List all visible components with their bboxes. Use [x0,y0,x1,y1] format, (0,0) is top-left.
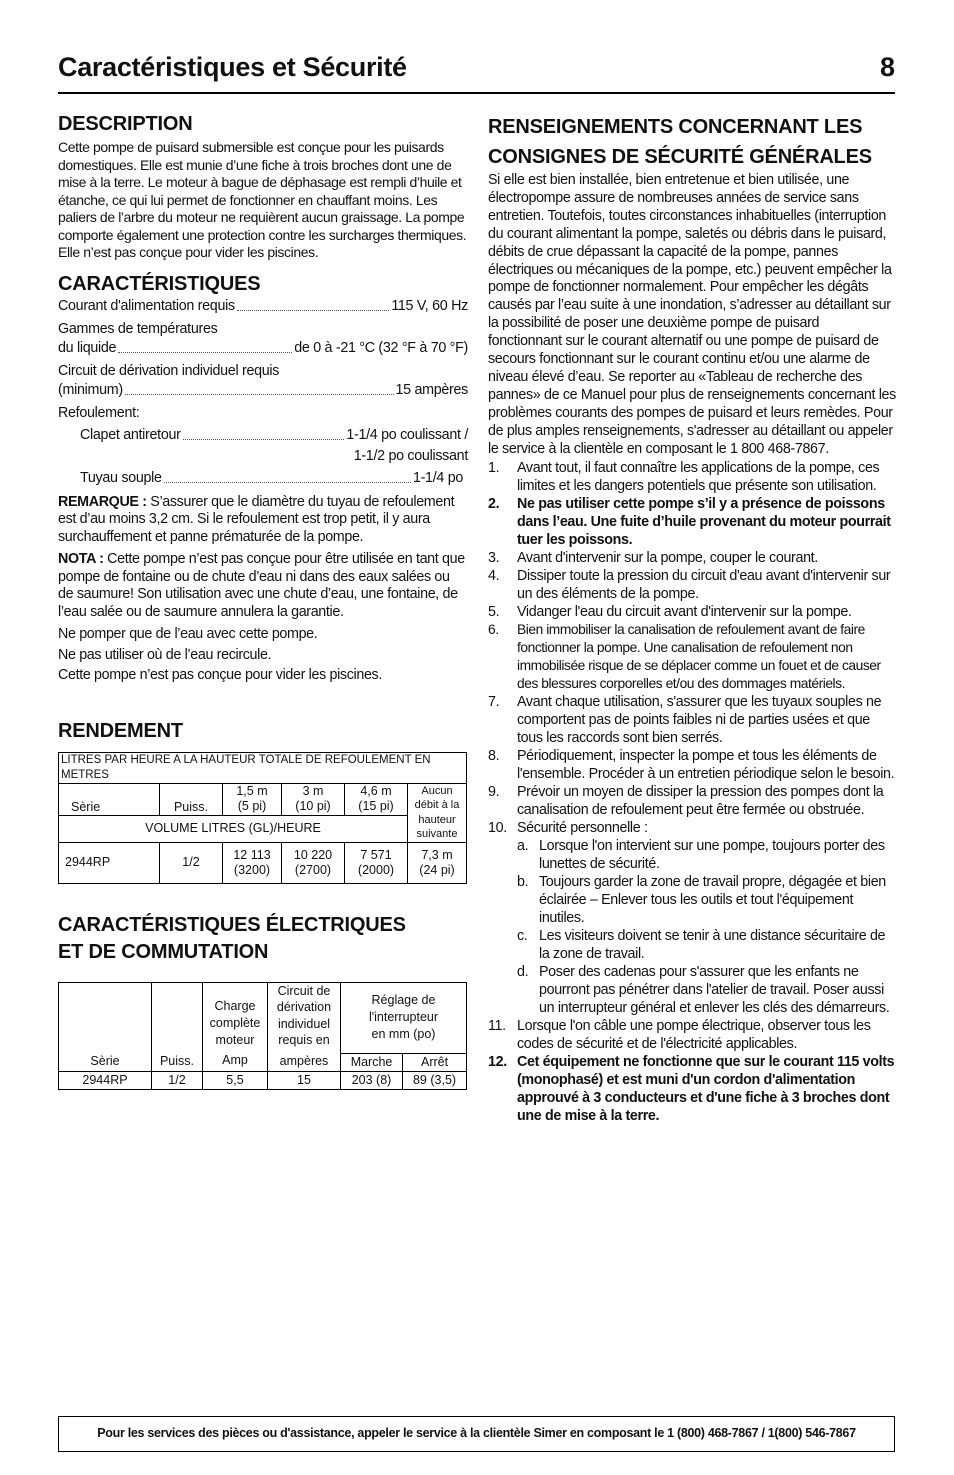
cell-serie: 2944RP [59,842,160,883]
col-puiss: Puiss. [160,783,223,816]
list-item [488,1017,896,1053]
description-heading: DESCRIPTION [58,113,193,135]
col-charge-2: complète [209,1016,261,1030]
securite-intro: Si elle est bien installée, bien entretenue et bien utilisée, une électropompe assure de nombreuses années de service sans entretien. Toutefois, toutes circonstances inhabituelles (interruption du courant alimentant la pompe, saletés ou débris dans le puisard, débits de crue dépassant la capacité de la pompe, pannes électriques ou mécaniques de la pompe, etc.) peuvent empêcher la pompe de fonctionner normalement. Pour empêcher les dégâts causés par l’eau suite à une inondation, s’adresser au détaillant sur la possibilité de poser une deuxième pompe de puisard fonctionnant sur le courant alternatif ou une pompe de puisard de secours fonctionnant sur le courant continu et/ou une alarme de niveau élevé d’eau. Se reporter au «Tableau de recherche des pannes» de ce Manuel pour plus de renseignements concernant les problèmes courants des pompes de puisard et leurs remèdes. Pour de plus amples renseignements, s'adresser au détaillant ou appeler le service à la clientèle en composant le 1 800 468-7867. [488,172,896,457]
item-text: Sécurité personnelle : [517,819,648,836]
col-circuit [268,982,341,1072]
footer-text: Pour les services des pièces ou d'assistance, appeler le service à la clientèle Simer en composant le 1 (800) 468-7867 / 1(800) 546-7867 [97,1426,856,1440]
item-num: 12. [488,1053,507,1070]
col-charge-1: Charge [214,999,256,1013]
item-num: 4. [488,567,500,584]
sub-item-letter: d. [517,963,529,980]
col-reglage-2: l'interrupteur [368,1010,439,1025]
col-h1 [223,783,282,816]
cell-v2-gl: (2700) [294,862,332,877]
securite-heading-line1: RENSEIGNEMENTS CONCERNANT LES [488,116,863,138]
item-num: 2. [488,495,500,512]
cell-v2-l: 10 220 [293,847,333,862]
col-arret: Arrêt [403,1053,467,1071]
table-header-row [59,982,467,1053]
col-serie: Sèrie [59,982,152,1072]
cell-amperes: 15 [268,1072,341,1090]
col-circuit-5: ampères [279,1053,329,1068]
cell-marche: 203 (8) [341,1072,403,1090]
spec-courant [58,297,468,316]
spec-circuit [58,381,468,400]
spec-tuyau-label: Tuyau souple [80,469,162,486]
list-item [488,783,896,819]
item-num: 9. [488,783,500,800]
volume-label: VOLUME LITRES (GL)/HEURE [59,816,408,842]
line-piscines: Cette pompe n’est pas conçue pour vider les piscines. [58,667,382,683]
securite-heading [488,112,896,172]
col-circuit-1: Circuit de [277,983,331,998]
sub-list [517,837,896,1017]
spec-circuit-label: Circuit de dérivation individuel requis [58,362,280,379]
electriques-heading [58,912,468,966]
table-row [59,842,467,883]
spec-refoulement-label: Refoulement: [58,404,140,421]
spec-clapet-value2: 1-1/2 po coulissant [353,447,468,464]
page-title: Caractéristiques et Sécurité [58,52,407,82]
spec-courant-label: Courant d'alimentation requis [58,297,235,314]
col-h1-m: 1,5 m [236,784,268,799]
table-caption-row [59,752,467,783]
cell-v3-gl: (2000) [357,862,395,877]
list-item [488,567,896,603]
remarque-paragraph [58,494,468,547]
item-text: Vidanger l'eau du circuit avant d'intervenir sur la pompe. [517,603,852,620]
spec-circuit-value: 15 ampères [395,381,468,398]
col-aucun-4: suivante [416,828,458,840]
electriques-table [58,982,467,1091]
electriques-heading-line2: ET DE COMMUTATION [58,940,269,963]
item-num: 10. [488,819,507,836]
spec-gammes-label2: du liquide [58,339,117,356]
cell-v1-l: 12 113 [233,847,271,862]
table-header-row [59,783,467,816]
list-item [488,495,896,549]
cell-v4-pi: (24 pi) [419,862,455,877]
sub-list-item [517,873,896,927]
item-text: Prévoir un moyen de dissiper la pression des pompes dont la canalisation de refoulement peut être fermée ou obstruée. [517,783,884,818]
col-marche: Marche [341,1053,403,1071]
cell-v1 [223,842,282,883]
list-item [488,549,896,567]
cell-v3 [345,842,408,883]
list-item [488,819,896,1017]
item-text: Avant tout, il faut connaître les applications de la pompe, ces limites et les dangers potentiels que présente son utilisation. [517,459,880,494]
sub-list-item [517,927,896,963]
cell-puiss: 1/2 [160,842,223,883]
item-num: 6. [488,621,499,637]
item-num: 3. [488,549,500,566]
cell-amp: 5,5 [203,1072,268,1090]
sub-item-letter: c. [517,927,528,944]
spec-clapet-value1: 1-1/4 po coulissant / [346,426,468,443]
spec-clapet-label: Clapet antiretour [80,426,181,443]
spec-circuit-label2: (minimum) [58,381,123,398]
col-charge [203,982,268,1072]
left-column [58,112,468,1090]
cell-v2 [282,842,345,883]
spec-tuyau [80,469,463,488]
spec-courant-value: 115 V, 60 Hz [391,297,468,314]
table-row [59,1072,467,1090]
item-text: Bien immobiliser la canalisation de refoulement avant de faire fonctionner la pompe. Une canalisation de refoulement non immobilisée risque de se déplacer comme un fouet et de causer des blessures corporelles et/ou des dommages matériels. [517,621,881,691]
col-aucun-2: débit à la [414,799,460,811]
col-circuit-3: individuel [277,1016,331,1031]
footer-box [58,1416,895,1452]
cell-v1-gl: (3200) [233,862,271,877]
nota-text: Cette pompe n’est pas conçue pour être utilisée en tant que pompe de fontaine ou de chute d’eau ni dans des eaux salées ou de saumure! Son utilisation avec une chute d’eau, une fontaine, de l’eau salée ou de saumure annulera la garantie. [58,551,465,620]
leader-dots [237,297,389,311]
item-num: 5. [488,603,500,620]
nota-label: NOTA : [58,551,104,567]
list-item [488,747,896,783]
right-column [488,112,896,1125]
sub-item-text: Toujours garder la zone de travail propre, dégagée et bien éclairée – Enlever tous les outils et tout l'équipement inutiles. [539,873,886,926]
col-reglage [341,982,467,1053]
spec-clapet [80,426,468,445]
leader-dots [164,469,411,483]
leader-dots [118,339,292,353]
list-item [488,621,896,693]
col-aucun-3: hauteur [418,813,456,826]
item-num: 11. [488,1017,506,1034]
sub-item-letter: b. [517,873,529,890]
rendement-heading: RENDEMENT [58,719,183,742]
item-text: Lorsque l'on câble une pompe électrique, observer tous les codes de sécurité et de l'électricité applicables. [517,1017,871,1052]
col-reglage-3: en mm (po) [371,1027,436,1042]
cell-v3-l: 7 571 [360,847,392,862]
line-pomper: Ne pomper que de l’eau avec cette pompe. [58,626,318,642]
description-text: Cette pompe de puisard submersible est conçue pour les puisards domestiques. Elle est munie d’une fiche à trois broches dont une de mise à la terre. Le moteur à bague de déphasage est rempli d’huile et étanche, ce qui lui permet de fonctionner en chauffant moins. Les paliers de l’arbre du moteur ne requièrent aucun graissage. La pompe comporte également une protection contre les surcharges thermiques. Elle n’est pas conçue pour vider les piscines. [58,139,467,260]
col-reglage-1: Réglage de [371,993,436,1008]
electriques-heading-line1: CARACTÉRISTIQUES ÉLECTRIQUES [58,913,406,936]
item-text: Cet équipement ne fonctionne que sur le courant 115 volts (monophasé) et est muni d'un cordon d'alimentation approuvé à 3 conducteurs et d'une fiche à 3 broches dont une de mise à la terre. [517,1053,895,1124]
securite-list [488,459,896,1125]
nota-paragraph [58,551,468,621]
sub-item-text: Poser des cadenas pour s'assurer que les enfants ne pourront pas pénétrer dans l'atelier de travail. Poser aussi un interrupteur général et enlever les clés des démarreurs. [539,963,890,1016]
list-item [488,459,896,495]
col-h3-m: 4,6 m [360,784,392,799]
item-text: Avant d'intervenir sur la pompe, couper le courant. [517,549,818,566]
sub-list-item [517,963,896,1017]
col-h2-m: 3 m [302,784,324,799]
item-text: Dissiper toute la pression du circuit d'eau avant d'intervenir sur un des éléments de la pompe. [517,567,891,602]
remarque-label: REMARQUE : [58,493,147,510]
col-serie: Sèrie [59,783,160,816]
item-text: Avant chaque utilisation, s'assurer que les tuyaux souples ne comportent pas de points faibles ni de parties usées et que tous les raccords sont bien serrés. [517,693,882,746]
col-charge-4: Amp [222,1053,248,1067]
col-aucun [408,783,467,842]
col-h2 [282,783,345,816]
line-recircule: Ne pas utiliser où de l’eau recircule. [58,646,272,663]
sub-item-text: Les visiteurs doivent se tenir à une distance sécuritaire de la zone de travail. [539,927,886,962]
spec-gammes-value: de 0 à -21 °C (32 °F à 70 °F) [294,339,468,356]
spec-tuyau-value: 1-1/4 po [412,469,463,486]
item-num: 7. [488,693,500,710]
sub-list-item [517,837,896,873]
cell-v4-m: 7,3 m [421,847,453,862]
col-h2-pi: (10 pi) [295,799,331,814]
table-volume-row [59,816,467,842]
leader-dots [125,381,394,395]
sub-item-letter: a. [517,837,529,854]
col-h1-pi: (5 pi) [237,799,267,814]
col-puiss: Puiss. [152,982,203,1072]
col-aucun-1: Aucun [421,784,453,797]
rendement-table [58,752,467,884]
sub-item-text: Lorsque l'on intervient sur une pompe, toujours porter des lunettes de sécurité. [539,837,885,872]
remarque-text: S’assurer que le diamètre du tuyau de refoulement est d’au moins 3,2 cm. Si le refoulement est trop petit, il y aura surchauffement et panne prématurée de la pompe. [58,493,455,545]
list-item [488,1053,896,1125]
cell-serie: 2944RP [59,1072,152,1090]
cell-v4 [408,842,467,883]
spec-gammes-label: Gammes de températures [58,320,218,337]
table-caption: LITRES PAR HEURE A LA HAUTEUR TOTALE DE REFOULEMENT EN METRES [59,752,467,783]
item-num: 1. [488,459,500,476]
securite-heading-line2: CONSIGNES DE SÉCURITÉ GÉNÉRALES [488,146,872,168]
item-text: Ne pas utiliser cette pompe s’il y a présence de poissons dans l’eau. Une fuite d’huile provenant du moteur pourrait tuer les poissons. [517,495,891,548]
col-circuit-4: requis en [278,1033,330,1047]
col-charge-3: moteur [215,1033,255,1047]
col-h3 [345,783,408,816]
spec-gammes [58,339,468,358]
col-circuit-2: dérivation [276,1000,332,1014]
item-num: 8. [488,747,500,764]
col-h3-pi: (15 pi) [358,799,394,814]
leader-dots [183,426,345,440]
caracteristiques-heading: CARACTÉRISTIQUES [58,272,261,295]
item-text: Périodiquement, inspecter la pompe et tous les éléments de l'ensemble. Procéder à un entretien périodique selon le besoin. [517,747,895,782]
cell-puiss: 1/2 [152,1072,203,1090]
page-header [58,52,895,94]
page [58,0,895,1475]
list-item [488,603,896,621]
cell-arret: 89 (3,5) [403,1072,467,1090]
list-item [488,693,896,747]
page-number: 8 [879,52,895,82]
